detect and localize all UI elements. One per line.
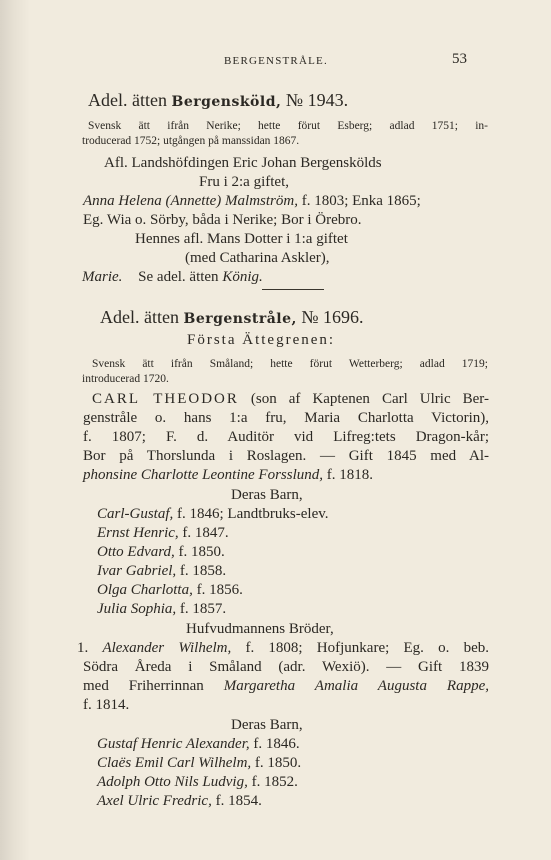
list-item: Claës Emil Carl Wilhelm, f. 1850.	[97, 755, 302, 771]
list-item: Gustaf Henric Alexander, f. 1846.	[97, 736, 300, 752]
text-line: Fru i 2:a giftet,	[199, 174, 289, 190]
family-intro-line: Svensk ätt ifrån Nerike; hette förut Esberg; adlad 1751; in-	[88, 120, 488, 132]
person-name: Margaretha Amalia Augusta Rappe,	[223, 678, 489, 694]
page-gutter	[0, 0, 30, 860]
list-item: Ivar Gabriel, f. 1858.	[97, 563, 227, 579]
text-line: (med Catharina Askler),	[185, 250, 330, 266]
person-name: Axel Ulric Fredric,	[97, 793, 212, 809]
section-heading: Deras Barn,	[231, 717, 303, 733]
text-line: genstråle o. hans 1:a fru, Maria Charlotta Victorin),	[83, 410, 489, 426]
list-item: Olga Charlotta, f. 1856.	[97, 582, 243, 598]
list-item: Otto Edvard, f. 1850.	[97, 544, 225, 560]
family-heading-bergenskold	[88, 90, 348, 112]
text-line: Eg. Wia o. Sörby, båda i Nerike; Bor i Örebro.	[83, 212, 362, 228]
family-intro-line: introducerad 1720.	[82, 373, 169, 385]
text-line: CARL THEODOR (son af Kaptenen Carl Ulric Ber-	[92, 391, 489, 407]
family-heading-bergenstrale	[100, 307, 364, 329]
head-of-family-name: CARL THEODOR	[92, 391, 239, 407]
text-line: 1. Alexander Wilhelm, f. 1808; Hofjunkare; Eg. o. beb.	[77, 640, 489, 656]
family-name: Bergensköld,	[171, 94, 282, 110]
family-intro-line: Svensk ätt ifrån Småland; hette förut Wetterberg; adlad 1719;	[92, 358, 488, 370]
text-line: Södra Åreda i Småland (adr. Wexiö). — Gift 1839	[83, 659, 489, 675]
text-line: Afl. Landshöfdingen Eric Johan Bergenskölds	[104, 155, 382, 171]
branch-heading: Första Ättegrenen:	[187, 332, 336, 348]
section-divider	[262, 289, 324, 290]
person-name: Olga Charlotta,	[97, 582, 193, 598]
person-name: Alexander Wilhelm,	[102, 640, 232, 656]
family-title-prefix: Adel. ätten	[100, 307, 179, 327]
family-number: № 1696.	[301, 307, 364, 327]
list-item: Ernst Henric, f. 1847.	[97, 525, 229, 541]
family-name: Bergenstråle,	[183, 311, 297, 327]
text-line: Marie. Se adel. ätten König.	[82, 269, 263, 285]
section-heading: Hufvudmannens Bröder,	[186, 621, 334, 637]
text-line: f. 1807; F. d. Auditör vid Lifreg:tets Dragon-kår;	[83, 429, 489, 445]
text-line: Hennes afl. Mans Dotter i 1:a giftet	[135, 231, 348, 247]
family-number: № 1943.	[285, 90, 349, 110]
family-intro-line: troducerad 1752; utgången på manssidan 1867.	[82, 135, 300, 147]
text-line: Bor på Thorslunda i Roslagen. — Gift 1845 med Al-	[83, 448, 489, 464]
person-name: Anna Helena (Annette) Malmström,	[83, 193, 298, 209]
person-name: Claës Emil Carl Wilhelm,	[97, 755, 252, 771]
person-name: phonsine Charlotte Leontine Forsslund,	[83, 467, 323, 483]
person-name: Adolph Otto Nils Ludvig,	[97, 774, 248, 790]
person-name: Marie.	[82, 269, 123, 285]
list-item: Axel Ulric Fredric, f. 1854.	[97, 793, 262, 809]
list-item: Adolph Otto Nils Ludvig, f. 1852.	[97, 774, 298, 790]
section-heading: Deras Barn,	[231, 487, 303, 503]
text-line: phonsine Charlotte Leontine Forsslund, f. 1818.	[83, 467, 373, 483]
list-item: Julia Sophia, f. 1857.	[97, 601, 227, 617]
person-name: Ivar Gabriel,	[97, 563, 177, 579]
list-item: Carl-Gustaf, f. 1846; Landtbruks-elev.	[97, 506, 329, 522]
text-line: f. 1814.	[83, 697, 130, 713]
person-name: Ernst Henric,	[97, 525, 179, 541]
text-line: Anna Helena (Annette) Malmström, f. 1803; Enka 1865;	[83, 193, 421, 209]
text-line: med Friherrinnan Margaretha Amalia Augusta Rappe,	[83, 678, 489, 694]
person-name: Julia Sophia,	[97, 601, 177, 617]
cross-reference: König.	[222, 269, 263, 285]
person-name: Otto Edvard,	[97, 544, 175, 560]
person-name: Gustaf Henric Alexander,	[97, 736, 250, 752]
person-name: Carl-Gustaf,	[97, 506, 174, 522]
page-number: 53	[452, 51, 467, 67]
running-title: BERGENSTRÅLE.	[224, 55, 328, 67]
family-title-prefix: Adel. ätten	[88, 90, 167, 110]
